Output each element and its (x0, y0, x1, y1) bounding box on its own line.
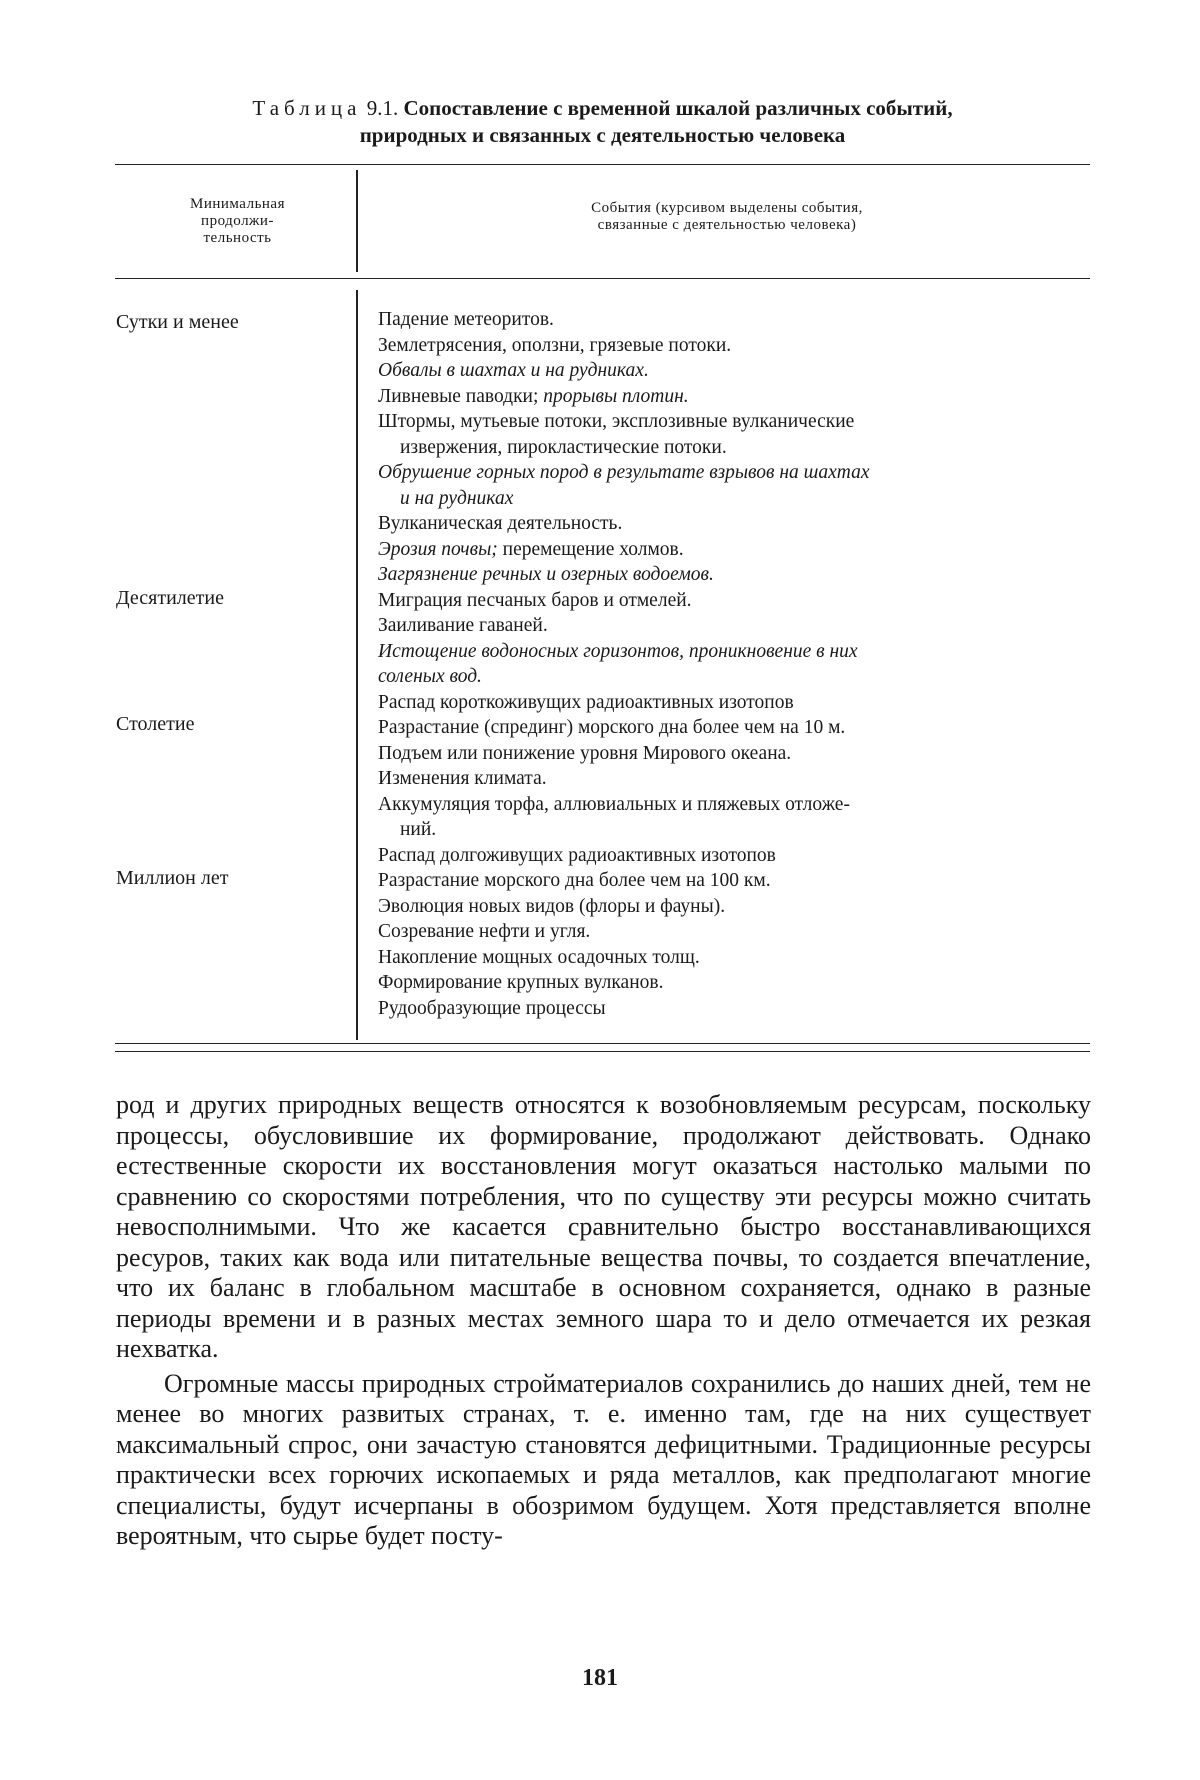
header-duration-line: Минимальная (189, 196, 285, 212)
header-events-line: События (курсивом выделены события, (591, 200, 863, 216)
event-text-human: Истощение водоносных горизонтов, проникновение в них (378, 640, 858, 662)
header-column-divider (356, 170, 358, 272)
event-row-continuation (378, 817, 1090, 843)
event-row (378, 358, 1090, 384)
event-text: Аккумуляция торфа, аллювиальных и пляжевых отложе- (378, 793, 850, 815)
header-duration-line: тельность (203, 230, 272, 246)
table-bottom-rule-1 (115, 1043, 1090, 1044)
event-row (378, 537, 1090, 563)
event-text: Падение метеоритов. (378, 309, 554, 330)
event-row-continuation (378, 664, 1090, 690)
event-row (378, 409, 1090, 460)
event-text-human: Эрозия почвы; (378, 538, 503, 560)
event-row (378, 868, 1090, 894)
event-text: Ливневые паводки; (378, 385, 544, 407)
event-row (378, 511, 1090, 537)
body-text (116, 1090, 1091, 1552)
event-row (378, 690, 1090, 716)
header-duration (120, 196, 355, 247)
table-caption (115, 95, 1090, 149)
event-row (378, 715, 1090, 741)
event-row (378, 639, 1090, 690)
event-row (378, 792, 1090, 843)
body-paragraph: род и других природных веществ относятся к возобновляемым ресурсам, поскольку процессы, обусловившие их формирование, продолжают действовать. Однако естественные скорости их восстановления могут оказаться настолько малыми по сравнению со скоростями потребления, что по существу эти ресурсы можно считать невосполнимыми. Что же касается сравнительно быстро восстанавливающихся ресуров, таких как вода или питательные вещества почвы, то создается впечатление, что их баланс в глобальном масштабе в основном сохраняется, однако в разные периоды времени и в разных местах земного шара то и дело отмечается их резкая нехватка. (116, 1090, 1091, 1363)
event-text: Созревание нефти и угля. (378, 921, 591, 942)
page-number: 181 (582, 1665, 618, 1691)
event-text: Эволюция новых видов (флоры и фауны). (378, 895, 726, 917)
event-row (378, 919, 1090, 945)
event-row-continuation (378, 486, 1090, 512)
event-row (378, 307, 1090, 333)
duration-century: Столетие (116, 713, 195, 735)
event-text: ний. (400, 819, 437, 840)
event-text: Распад долгоживущих радиоактивных изотопов (378, 844, 776, 866)
event-text: Штормы, мутьевые потоки, эксплозивные вулканические (378, 411, 855, 432)
caption-title-line2: природных и связанных с деятельностью человека (359, 123, 846, 147)
table-top-rule (115, 164, 1090, 165)
event-row (378, 384, 1090, 410)
event-row (378, 741, 1090, 767)
event-row (378, 843, 1090, 869)
duration-day: Сутки и менее (116, 311, 239, 333)
event-row (378, 562, 1090, 588)
event-text: перемещение холмов. (502, 538, 684, 560)
event-text-human: и на рудниках (400, 487, 514, 509)
event-row (378, 613, 1090, 639)
event-text-human: соленых вод. (378, 666, 482, 687)
event-text: Миграция песчаных баров и отмелей. (378, 589, 692, 611)
event-row (378, 996, 1090, 1022)
header-events-line: связанные с деятельностью человека) (597, 217, 857, 233)
event-row-continuation (378, 435, 1090, 461)
event-text: Заиливание гаваней. (378, 615, 548, 636)
caption-title-line1: Сопоставление с временной шкалой различных событий, (403, 96, 953, 120)
event-text: Землетрясения, оползни, грязевые потоки. (378, 334, 732, 356)
event-row (378, 460, 1090, 511)
event-text: Подъем или понижение уровня Мирового океана. (378, 742, 792, 764)
event-row (378, 766, 1090, 792)
event-text: извержения, пирокластические потоки. (400, 436, 727, 458)
body-paragraph: Огромные массы природных стройматериалов сохранились до наших дней, тем не менее во многих развитых странах, т. е. именно там, где на них существует максимальный спрос, они зачастую становятся дефицитными. Традиционные ресурсы практически всех горючих ископаемых и ряда металлов, как предполагают многие специалисты, будут исчерпаны в обозримом будущем. Хотя представляется вполне вероятным, что сырье будет посту- (116, 1368, 1091, 1550)
event-row (378, 970, 1090, 996)
event-row (378, 894, 1090, 920)
event-text: Рудообразующие процессы (378, 997, 606, 1019)
caption-label: Таблица (252, 96, 362, 120)
event-text: Накопление мощных осадочных толщ. (378, 946, 700, 968)
event-text-human: Обвалы в шахтах и на рудниках. (378, 360, 649, 381)
event-text: Изменения климата. (378, 768, 547, 789)
events-column (378, 307, 1090, 1021)
header-events (372, 200, 1082, 234)
event-text: Вулканическая деятельность. (378, 513, 623, 534)
duration-decade: Десятилетие (116, 587, 224, 609)
event-text-human: Загрязнение речных и озерных водоемов. (378, 564, 714, 585)
caption-number: 9.1. (361, 96, 399, 120)
body-column-divider (356, 290, 358, 1040)
event-row (378, 945, 1090, 971)
table-bottom-rule-2 (115, 1051, 1090, 1052)
table-header-rule (115, 278, 1090, 279)
event-row (378, 588, 1090, 614)
event-text-human: прорывы плотин. (543, 385, 689, 407)
duration-million-years: Миллион лет (116, 867, 229, 889)
event-text: Разрастание морского дна более чем на 100 км. (378, 870, 771, 891)
event-text: Формирование крупных вулканов. (378, 972, 664, 993)
header-duration-line: продолжи- (201, 213, 274, 229)
event-row (378, 333, 1090, 359)
event-text: Распад короткоживущих радиоактивных изотопов (378, 691, 794, 713)
event-text: Разрастание (спрединг) морского дна более чем на 10 м. (378, 717, 846, 738)
event-text-human: Обрушение горных пород в результате взрывов на шахтах (378, 462, 870, 483)
